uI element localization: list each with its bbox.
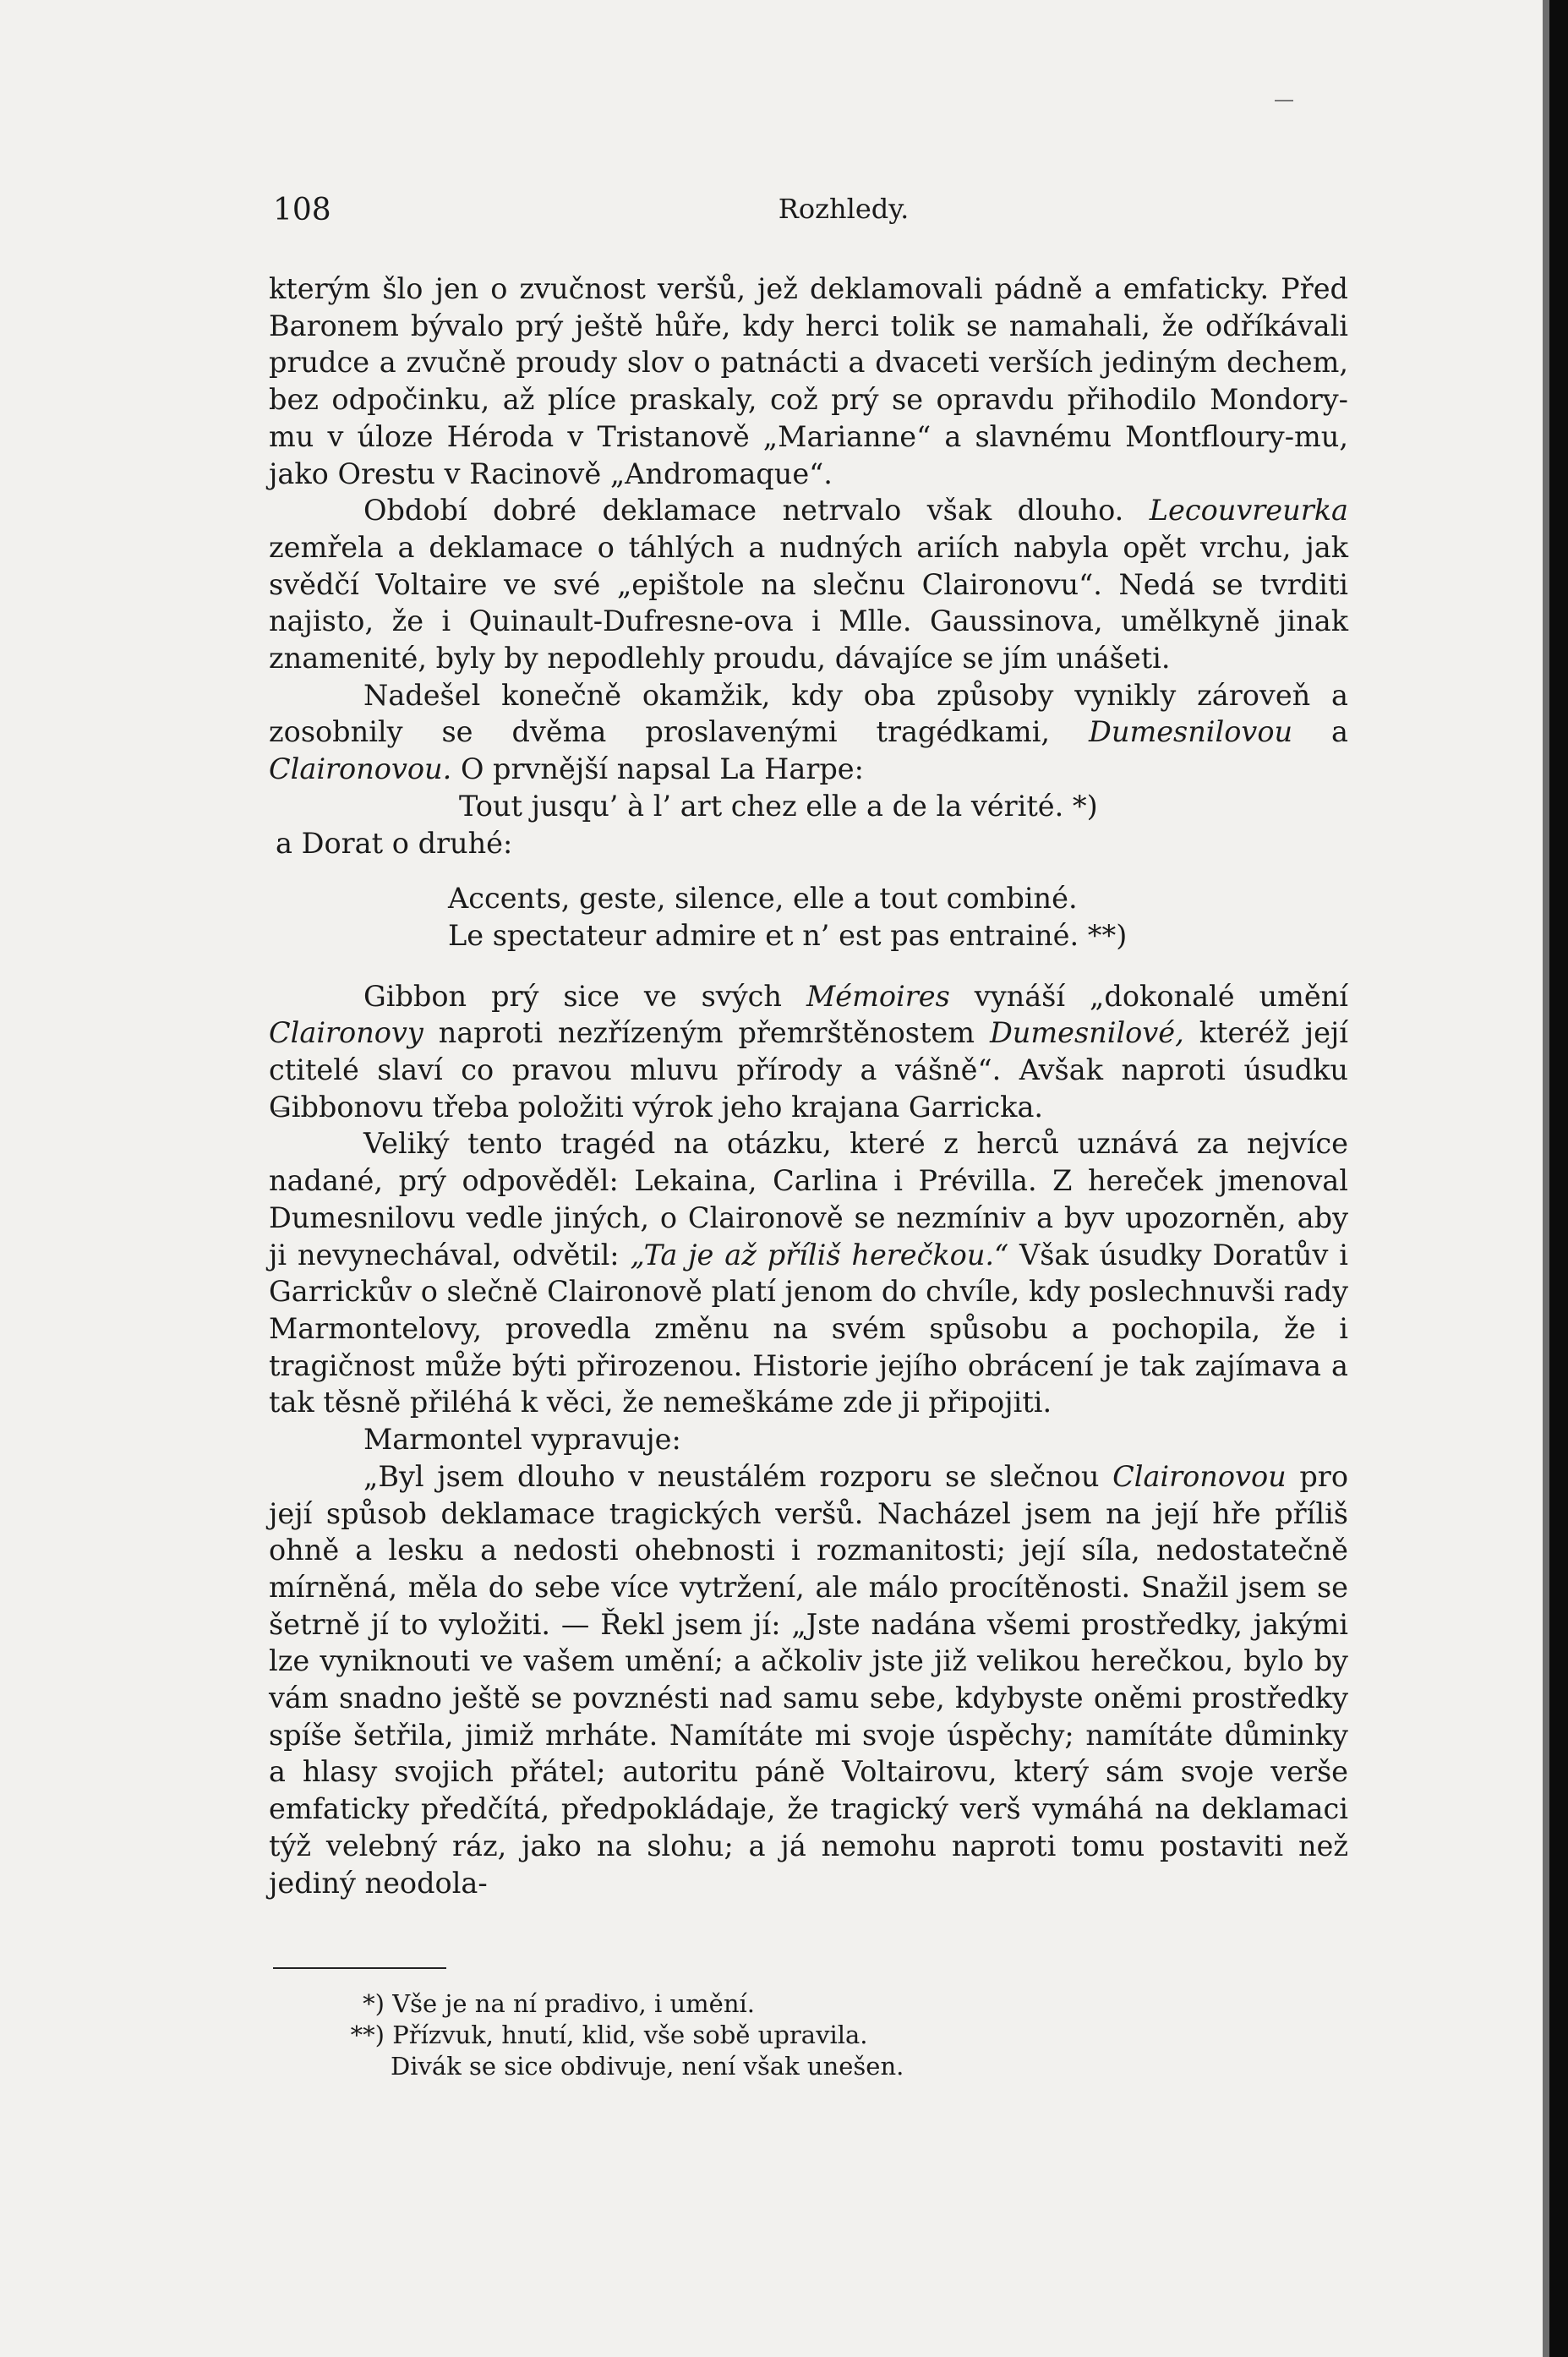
scan-edge: [1549, 0, 1568, 2357]
spacer: [269, 861, 1348, 880]
footnote: [325, 1988, 904, 2020]
text: kterým šlo jen o zvučnost veršů, jež deklamovali pádně a emfaticky. Před Baronem bývalo prý ještě hůře, kdy herci tolik se namahali, že odříkávali prudce a zvučně proudy slov o patnácti a dvaceti verších jediným dechem, bez odpočinku, až plíce praskaly, což prý se opravdu přihodilo Mondory-mu v úloze Héroda v Tristanově „Marianne“ a slavnému Montfloury-mu, jako Orestu v Racinově „Andromaque“.: [269, 272, 1348, 490]
paragraph: [269, 1458, 1348, 1901]
text: zemřela a deklamace o táhlých a nudných ariích nabyla opět vrchu, jak svědčí Voltaire ve své „epištole na slečnu Claironovu“. Nedá se tvrditi najisto, že i Quinault-Dufresne-ova i Mlle. Gaussinova, umělkyně jinak znamenité, byly by nepodlehly proudu, dávajíce se jím unášeti.: [269, 530, 1348, 675]
footnote-text: Vše je na ní pradivo, i umění.: [392, 1989, 755, 2018]
page-number: 108: [273, 193, 331, 227]
text: a Dorat o druhé:: [276, 826, 513, 860]
verse-quote: Tout jusqu’ à l’ art chez elle a de la vérité. *): [459, 789, 1098, 823]
text: Však úsudky Doratův i Garrickův o slečně Claironově platí jenom do chvíle, kdy poslechnuvši rady Marmontelovy, provedla změnu na svém spůsobu a pochopila, že i tragičnost může býti přirozenou. Historie jejího obrácení je tak zajímava a tak těsně přiléhá k věci, že nemeškáme zde ji připojiti.: [269, 1238, 1348, 1419]
verse-quote: Le spectateur admire et n’ est pas entrainé. **): [448, 918, 1128, 952]
footnote-mark: *): [363, 1989, 385, 2018]
spacer: [269, 954, 1348, 978]
paragraph: [269, 677, 1348, 788]
italic-name: Claironovou: [1112, 1459, 1287, 1493]
body-text: [269, 271, 1348, 1901]
italic-name: Dumesnilové,: [989, 1016, 1184, 1050]
footnote-mark: **): [350, 2021, 385, 2049]
italic-name: Lecouvreurka: [1149, 494, 1348, 528]
text: pro její spůsob deklamace tragických veršů. Nacházel jsem na její hře příliš ohně a lesku a nedosti ohebnosti i rozmanitosti; její síla, nedostatečně mírněná, měla do sebe více vytržení, ale málo procítěnosti. Snažil jsem se šetrně jí to vyložiti. — Řekl jsem jí: „Jste nadána všemi prostředky, jakými lze vyniknouti ve vašem umění; a ačkoliv jste již velikou herečkou, bylo by vám snadno ještě se povznésti nad samu sebe, kdybyste oněmi prostředky spíše šetřila, jimiž mrháte. Namítáte mi svoje úspěchy; namítáte důminky a hlasy svojich přátel; autoritu páně Voltairovu, který sám svoje verše emfaticky předčítá, předpokládaje, že tragický verš vymáhá na deklamaci týž velebný ráz, jako na slohu; a já nemohu naproti tomu postaviti než jediný neodola-: [269, 1459, 1348, 1900]
text: „Byl jsem dlouho v neustálém rozporu se slečnou: [363, 1459, 1100, 1493]
text: Veliký tento tragéd na otázku, které z herců uznává za nejvíce nadané, prý odpověděl: Lekaina, Carlina i Prévilla. Z hereček jmenoval Dumesnilovu vedle jiných, o Claironově se nezmíniv a byv upozorněn, aby ji nevynechával, odvětil:: [269, 1127, 1348, 1271]
text: Nadešel konečně okamžik, kdy oba způsoby vynikly zároveň a zosobnily se dvěma proslavenými tragédkami,: [269, 678, 1348, 749]
text: Období dobré deklamace netrvalo však dlouho.: [363, 494, 1124, 528]
text: kteréž její ctitelé slaví co pravou mluvu přírody a vášně“. Avšak naproti úsudku Gibbonovu třeba položiti výrok jeho krajana Garricka.: [269, 1016, 1349, 1124]
italic-name: Claironovou.: [269, 752, 452, 786]
paragraph: [269, 492, 1348, 677]
footnote-rule: [273, 1967, 446, 1969]
scan-mark: [1275, 100, 1293, 101]
italic-quote: „Ta je až příliš herečkou.“: [630, 1238, 1009, 1271]
text: naproti nezřízeným přemrštěnostem: [438, 1016, 975, 1050]
italic-name: Claironovy: [269, 1016, 423, 1050]
scan-border: [1543, 0, 1549, 2357]
footnotes: [325, 1988, 904, 2082]
paragraph: [269, 271, 1348, 492]
paragraph: [269, 1125, 1348, 1421]
text: O prvnější napsal La Harpe:: [460, 752, 864, 786]
footnote-text: Přízvuk, hnutí, klid, vše sobě upravila.: [392, 2021, 868, 2049]
running-head: Rozhledy.: [778, 193, 910, 225]
paragraph: [269, 978, 1348, 1126]
text: Gibbon prý sice ve svých: [363, 979, 782, 1013]
italic-title: Mémoires: [806, 979, 950, 1013]
paragraph: Marmontel vypravuje:: [363, 1423, 681, 1457]
page-header: [273, 193, 1347, 235]
text: a: [1331, 715, 1349, 749]
footnote: [325, 2020, 904, 2051]
verse-quote: Accents, geste, silence, elle a tout combiné.: [448, 882, 1078, 916]
text: vynáší „dokonalé umění: [974, 979, 1349, 1013]
italic-name: Dumesnilovou: [1089, 715, 1293, 749]
footnote-text: Divák se sice obdivuje, není však unešen.: [391, 2052, 904, 2081]
